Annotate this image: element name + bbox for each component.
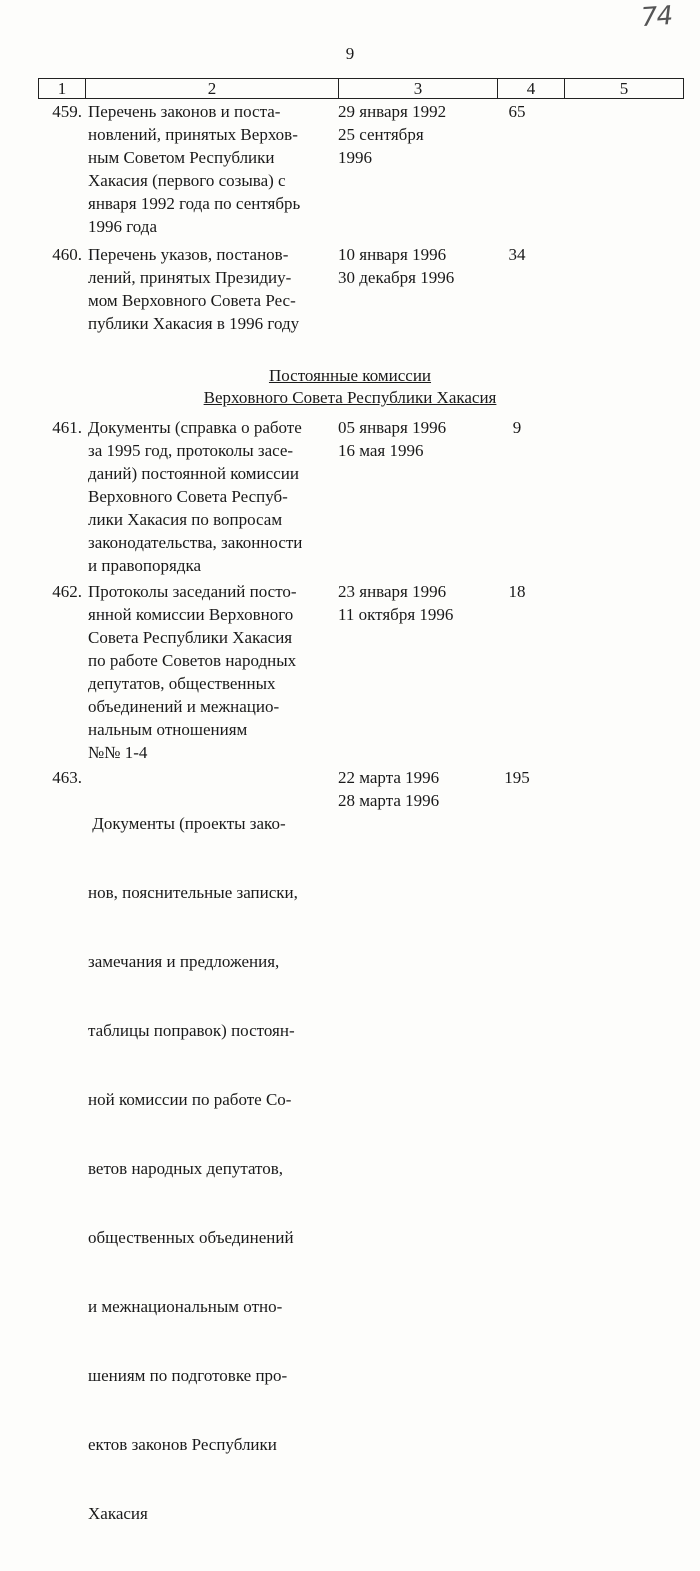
entry-number: 459. <box>52 102 82 121</box>
entry-sheet-count: 65 <box>508 102 526 121</box>
entry-title: Документы (справка о работе за 1995 год, протоколы засе- даний) постоянной комиссии Верховного Совета Респуб- лики Хакасия по вопросам законодательства, законности и правопорядка <box>88 418 303 575</box>
entry-dates: 05 января 1996 16 мая 1996 <box>338 418 447 460</box>
column-header-table <box>38 78 684 99</box>
column-header-4: 4 <box>498 79 565 99</box>
column-header-1: 1 <box>39 79 86 99</box>
entry-sheet-count: 9 <box>512 418 522 437</box>
entry-number: 460. <box>52 245 82 264</box>
entry-dates: 29 января 1992 25 сентября 1996 <box>338 102 447 167</box>
entry-title: Документы (проекты зако- нов, пояснительные записки, замечания и предложения, таблицы поправок) постоян- ной комиссии по работе Со- ветов народных депутатов, общественных объединений и межнациональным отно- шениям по подготовке про- ектов законов Республики Хакасия <box>88 814 298 1523</box>
entry-dates: 23 января 1996 11 октября 1996 <box>338 582 454 624</box>
entry-number: 463. <box>52 768 82 787</box>
entry-title: Перечень указов, постанов- лений, принятых Президиу- мом Верховного Совета Рес- публики Хакасия в 1996 году <box>88 245 300 333</box>
column-header-5: 5 <box>565 79 684 99</box>
entry-dates: 10 января 1996 30 декабря 1996 <box>338 245 455 287</box>
entry-dates: 22 марта 1996 28 марта 1996 <box>338 768 440 810</box>
entry-title: Перечень законов и поста- новлений, принятых Верхов- ным Советом Республики Хакасия (первого созыва) с января 1992 года по сентябрь 1996 года <box>88 102 301 236</box>
section-heading: Постоянные комиссии Верховного Совета Республики Хакасия <box>203 366 497 407</box>
archive-folio-number: 74 <box>639 0 674 34</box>
entry-title: Протоколы заседаний посто- янной комиссии Верховного Совета Республики Хакасия по работе Советов народных депутатов, общественных объединений и межнацио- нальным отношениям №№ 1-4 <box>88 582 297 762</box>
column-header-2: 2 <box>86 79 339 99</box>
page-number: 9 <box>345 44 355 63</box>
entry-sheet-count: 195 <box>504 768 530 787</box>
entry-sheet-count: 18 <box>508 582 526 601</box>
entry-number: 461. <box>52 418 82 437</box>
entry-number: 462. <box>52 582 82 601</box>
entry-sheet-count: 34 <box>508 245 526 264</box>
column-header-3: 3 <box>339 79 498 99</box>
